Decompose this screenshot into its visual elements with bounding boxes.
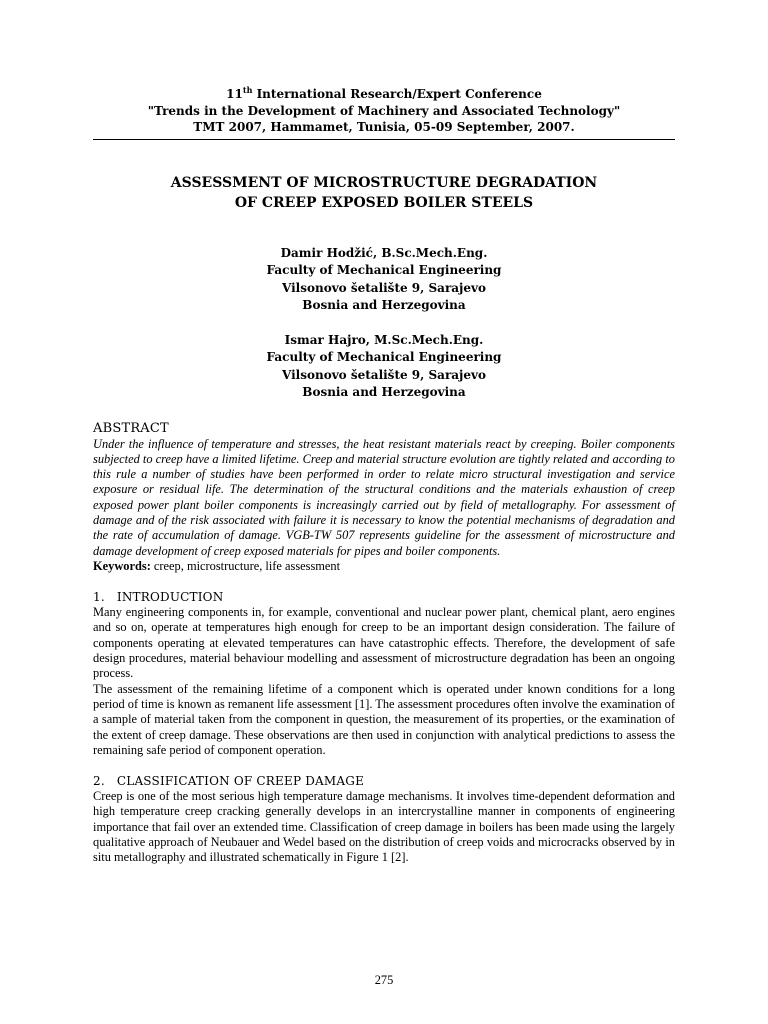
header-rule xyxy=(93,139,675,140)
section-classification xyxy=(93,773,675,865)
author-name: Ismar Hajro, M.Sc.Mech.Eng. xyxy=(284,332,484,347)
conference-theme: "Trends in the Development of Machinery and Associated Technology" xyxy=(147,103,621,118)
keywords-list: creep, microstructure, life assessment xyxy=(150,558,341,573)
conference-header xyxy=(93,86,675,136)
paper-title-line-1: ASSESSMENT OF MICROSTRUCTURE DEGRADATION xyxy=(170,174,598,191)
section-heading: 1. INTRODUCTION xyxy=(93,590,224,605)
paper-title-line-2: OF CREEP EXPOSED BOILER STEELS xyxy=(234,194,534,211)
author-name: Damir Hodžić, B.Sc.Mech.Eng. xyxy=(280,245,488,260)
abstract-text: Under the influence of temperature and stresses, the heat resistant materials react by creeping. Boiler components subjected to creep have a limited lifetime. Creep and material structure evolution are tightly related and according to this rule a number of studies have been performed in order to relate micro structural investigation and service exposure or residual life. The determination of the structural conditions and the materials exhaustion of creep exposed power plant boiler components is increasingly carried out by field of metallography. For assessment of damage and of the risk associated with failure it is necessary to know the potential mechanisms of degradation and the rate of accumulation of damage. VGB-TW 507 represents guideline for the assessment of microstructure and damage development of creep exposed materials for pipes and boiler components. xyxy=(93,436,675,558)
author-faculty: Faculty of Mechanical Engineering xyxy=(266,263,502,277)
author-block xyxy=(93,245,675,315)
section-heading: 2. CLASSIFICATION OF CREEP DAMAGE xyxy=(93,774,365,789)
section-body xyxy=(93,789,675,865)
conference-ordinal-suffix: th xyxy=(242,85,253,95)
keywords-label: Keywords: xyxy=(93,558,151,573)
paper-page xyxy=(93,86,675,866)
paper-title xyxy=(93,173,675,213)
author-address: Vilsonovo šetalište 9, Sarajevo xyxy=(282,367,486,382)
author-country: Bosnia and Herzegovina xyxy=(302,385,466,399)
author-faculty: Faculty of Mechanical Engineering xyxy=(266,350,502,364)
section-introduction xyxy=(93,589,675,758)
author-address: Vilsonovo šetalište 9, Sarajevo xyxy=(282,280,486,295)
paragraph: Creep is one of the most serious high temperature damage mechanisms. It involves time-dependent deformation and high temperature creep cracking generally develops in an intercrystalline manner in components of engineering importance that fail over an extended time. Classification of creep damage in boilers has been made using the largely qualitative approach of Neubauer and Wedel based on the distribution of creep voids and microcracks observed by in situ metallography and illustrated schematically in Figure 1 [2]. xyxy=(93,789,675,865)
page-number: 275 xyxy=(374,973,394,987)
author-block xyxy=(93,332,675,402)
section-body xyxy=(93,605,675,758)
conference-event: TMT 2007, Hammamet, Tunisia, 05-09 September, 2007. xyxy=(193,120,575,134)
conference-name-line xyxy=(93,86,675,103)
paragraph: The assessment of the remaining lifetime of a component which is operated under known conditions for a long period of time is known as remanent life assessment [1]. The assessment procedures often involve the examination of a sample of material taken from the component in question, the measurement of its properties, or the examination of the extent of creep damage. These observations are then used in conjunction with analytical predictions to assess the remaining safe period of component operation. xyxy=(93,681,675,757)
conference-name: International Research/Expert Conference xyxy=(252,87,542,101)
keywords xyxy=(93,559,675,574)
conference-ordinal: 11 xyxy=(226,87,243,101)
author-country: Bosnia and Herzegovina xyxy=(302,298,466,312)
paragraph: Many engineering components in, for example, conventional and nuclear power plant, chemical plant, aero engines and so on, operate at temperatures high enough for creep to be an important design consideration. The failure of components operating at elevated temperatures can have catastrophic effects. Therefore, the development of safe design procedures, material behaviour modelling and assessment of microstructure degradation has been an ongoing process. xyxy=(93,605,675,681)
abstract-heading: ABSTRACT xyxy=(93,420,169,436)
author-list xyxy=(93,245,675,402)
